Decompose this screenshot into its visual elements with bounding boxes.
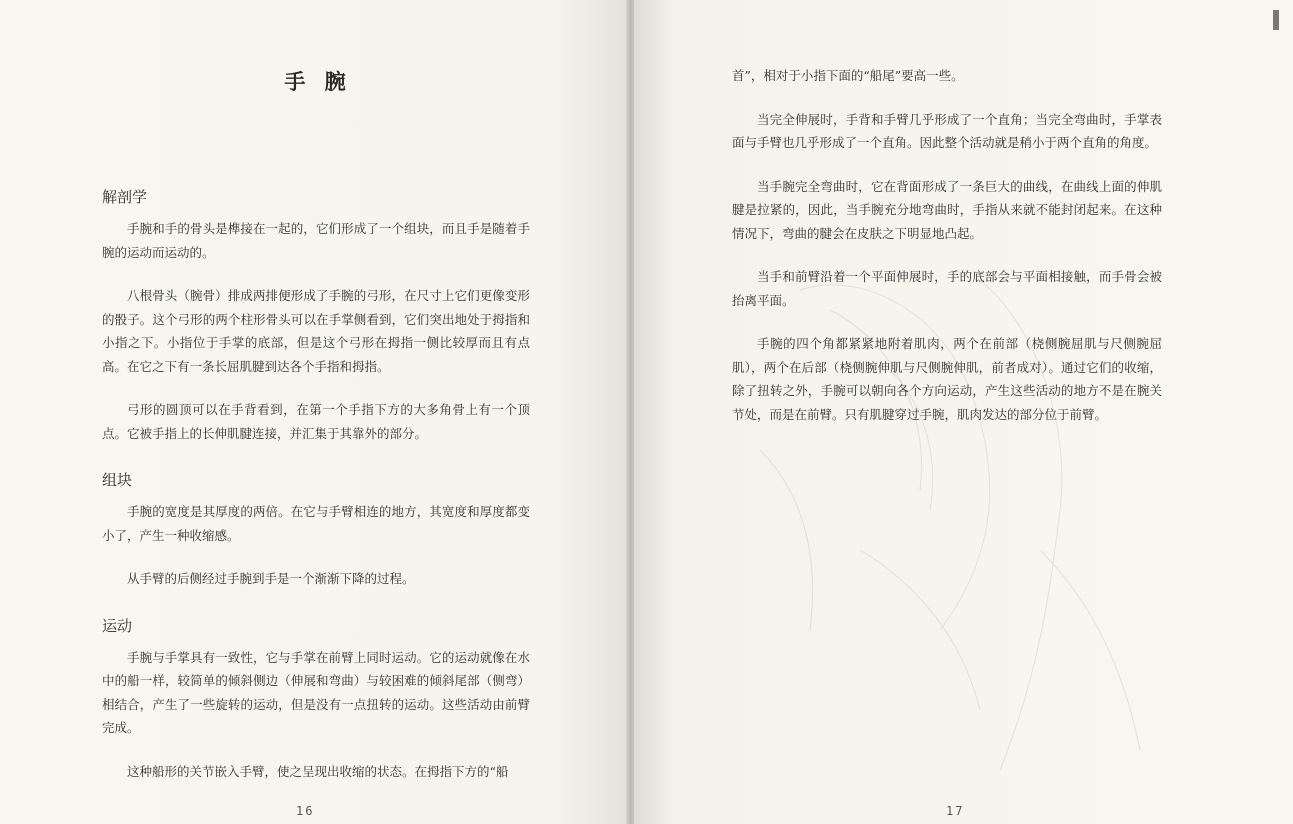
scan-edge-mark [1273,10,1279,30]
paragraph: 首”，相对于小指下面的“船尾”要高一些。 [732,68,964,83]
paragraph: 从手臂的后侧经过手腕到手是一个渐渐下降的过程。 [127,571,415,586]
right-page-body [732,64,1162,446]
paragraph: 手腕的宽度是其厚度的两倍。在它与手臂相连的地方，其宽度和厚度都变小了，产生一种收缩感。 [102,504,530,543]
page-number-left: 16 [296,804,315,818]
paragraph: 这种船形的关节嵌入手臂，使之呈现出收缩的状态。在拇指下方的“船 [127,763,509,779]
section-heading-anatomy: 解剖学 [102,188,148,206]
left-page-body [102,186,530,803]
section-heading-movement: 运动 [102,616,133,635]
page-number-right: 17 [946,804,965,818]
paragraph: 手腕和手的骨头是榫接在一起的，它们形成了一个组块，而且手是随着手腕的运动而运动的。 [102,221,530,260]
section-heading-block: 组块 [102,471,133,489]
paragraph: 手腕与手掌具有一致性，它与手掌在前臂上同时运动。它的运动就像在水中的船一样，较简单的倾斜侧边（伸展和弯曲）与较困难的倾斜尾部（侧弯）相结合，产生了一些旋转的运动，但是没有一点扭转的运动。这些活动由前臂完成。 [102,649,530,735]
paragraph: 当手腕完全弯曲时，它在背面形成了一条巨大的曲线，在曲线上面的伸肌腱是拉紧的，因此，当手腕充分地弯曲时，手指从来就不能封闭起来。在这种情况下，弯曲的腱会在皮肤之下明显地凸起。 [732,178,1162,241]
paragraph: 弓形的圆顶可以在手背看到，在第一个手指下方的大多角骨上有一个顶点。它被手指上的长伸肌腱连接，并汇集于其靠外的部分。 [102,402,530,441]
paragraph: 八根骨头（腕骨）排成两排便形成了手腕的弓形，在尺寸上它们更像变形的骰子。这个弓形的两个柱形骨头可以在手掌侧看到，它们突出地处于拇指和小指之下。小指位于手掌的底部，但是这个弓形在拇指一侧比较厚而且有点高。在它之下有一条长屈肌腱到达各个手指和拇指。 [102,288,530,374]
page-title: 手 腕 [284,69,352,94]
paragraph: 当手和前臂沿着一个平面伸展时，手的底部会与平面相接触，而手骨会被抬离平面。 [732,269,1162,308]
paragraph: 手腕的四个角都紧紧地附着肌肉，两个在前部（桡侧腕屈肌与尺侧腕屈肌），两个在后部（桡侧腕伸肌与尺侧腕伸肌，前者成对）。通过它们的收缩，除了扭转之外，手腕可以朝向各个方向运动，产生这些活动的地方不是在腕关节处，而是在前臂。只有肌腱穿过手腕，肌肉发达的部分位于前臂。 [732,336,1162,422]
paragraph: 当完全伸展时，手背和手臂几乎形成了一个直角；当完全弯曲时，手掌表面与手臂也几乎形成了一个直角。因此整个活动就是稍小于两个直角的角度。 [732,111,1162,150]
left-page [0,0,628,824]
